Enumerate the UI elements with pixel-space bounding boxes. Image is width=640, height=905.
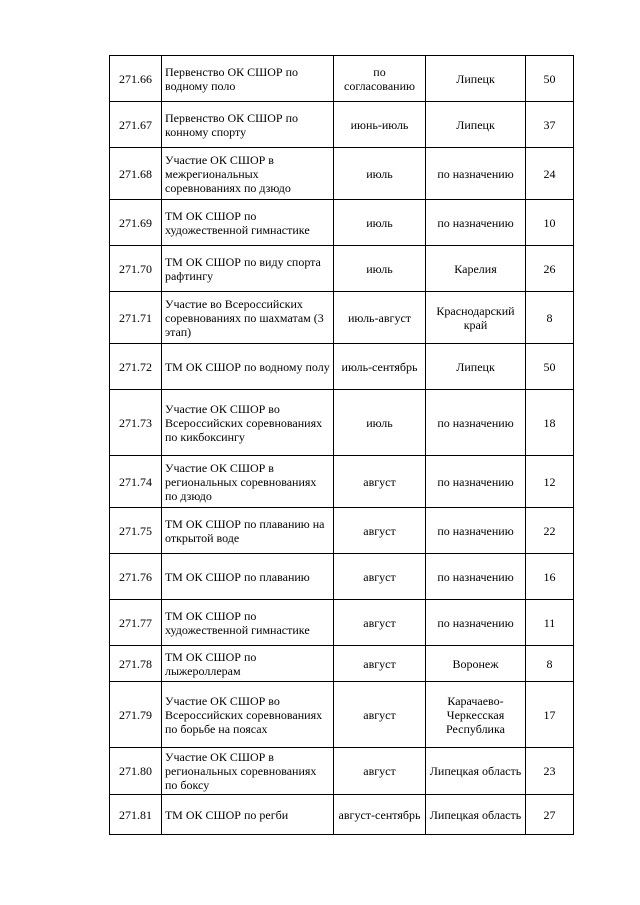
table-row xyxy=(110,600,574,646)
event-date: июль-август xyxy=(334,292,426,344)
event-date: август xyxy=(334,456,426,508)
participant-count: 10 xyxy=(526,200,574,246)
event-name: Участие ОК СШОР в региональных соревнованиях по дзюдо xyxy=(162,456,334,508)
table-row xyxy=(110,246,574,292)
event-place: Карачаево-Черкесская Республика xyxy=(426,682,526,748)
participant-count: 12 xyxy=(526,456,574,508)
event-date: август xyxy=(334,508,426,554)
event-name: ТМ ОК СШОР по регби xyxy=(162,795,334,835)
event-place: Карелия xyxy=(426,246,526,292)
events-table xyxy=(109,55,574,835)
table-row xyxy=(110,344,574,390)
participant-count: 22 xyxy=(526,508,574,554)
event-date: по согласованию xyxy=(334,56,426,102)
participant-count: 18 xyxy=(526,390,574,456)
event-number: 271.78 xyxy=(110,646,162,682)
event-place: Липецк xyxy=(426,102,526,148)
event-number: 271.77 xyxy=(110,600,162,646)
event-name: Участие ОК СШОР в региональных соревнованиях по боксу xyxy=(162,748,334,795)
event-number: 271.74 xyxy=(110,456,162,508)
event-place: по назначению xyxy=(426,390,526,456)
event-date: июль xyxy=(334,246,426,292)
event-place: по назначению xyxy=(426,508,526,554)
event-name: ТМ ОК СШОР по художественной гимнастике xyxy=(162,200,334,246)
event-name: Участие ОК СШОР в межрегиональных соревнованиях по дзюдо xyxy=(162,148,334,200)
event-number: 271.70 xyxy=(110,246,162,292)
event-number: 271.66 xyxy=(110,56,162,102)
participant-count: 37 xyxy=(526,102,574,148)
event-name: ТМ ОК СШОР по художественной гимнастике xyxy=(162,600,334,646)
event-number: 271.73 xyxy=(110,390,162,456)
event-place: Липецк xyxy=(426,56,526,102)
event-name: ТМ ОК СШОР по плаванию xyxy=(162,554,334,600)
table-row xyxy=(110,292,574,344)
participant-count: 26 xyxy=(526,246,574,292)
event-place: по назначению xyxy=(426,554,526,600)
table-row xyxy=(110,646,574,682)
event-name: Участие во Всероссийских соревнованиях по шахматам (3 этап) xyxy=(162,292,334,344)
table-row xyxy=(110,456,574,508)
event-name: ТМ ОК СШОР по лыжероллерам xyxy=(162,646,334,682)
participant-count: 50 xyxy=(526,344,574,390)
event-number: 271.76 xyxy=(110,554,162,600)
event-date: август xyxy=(334,600,426,646)
table-row xyxy=(110,682,574,748)
event-number: 271.80 xyxy=(110,748,162,795)
event-name: ТМ ОК СШОР по водному полу xyxy=(162,344,334,390)
participant-count: 16 xyxy=(526,554,574,600)
event-number: 271.68 xyxy=(110,148,162,200)
event-place: по назначению xyxy=(426,456,526,508)
event-name: Первенство ОК СШОР по конному спорту xyxy=(162,102,334,148)
event-date: июль xyxy=(334,148,426,200)
table-row xyxy=(110,390,574,456)
event-number: 271.72 xyxy=(110,344,162,390)
event-number: 271.67 xyxy=(110,102,162,148)
event-place: по назначению xyxy=(426,148,526,200)
event-number: 271.71 xyxy=(110,292,162,344)
table-row xyxy=(110,148,574,200)
event-name: Первенство ОК СШОР по водному поло xyxy=(162,56,334,102)
event-number: 271.79 xyxy=(110,682,162,748)
event-name: ТМ ОК СШОР по плаванию на открытой воде xyxy=(162,508,334,554)
event-place: Липецкая область xyxy=(426,748,526,795)
table-row xyxy=(110,200,574,246)
event-date: июль xyxy=(334,200,426,246)
event-place: Липецк xyxy=(426,344,526,390)
event-place: по назначению xyxy=(426,200,526,246)
table-row xyxy=(110,102,574,148)
event-date: август xyxy=(334,554,426,600)
event-date: июль-сентябрь xyxy=(334,344,426,390)
table-row xyxy=(110,508,574,554)
participant-count: 17 xyxy=(526,682,574,748)
event-number: 271.69 xyxy=(110,200,162,246)
table-row xyxy=(110,748,574,795)
event-date: август-сентябрь xyxy=(334,795,426,835)
event-place: Краснодарский край xyxy=(426,292,526,344)
participant-count: 8 xyxy=(526,646,574,682)
event-date: август xyxy=(334,646,426,682)
event-name: ТМ ОК СШОР по виду спорта рафтингу xyxy=(162,246,334,292)
event-date: июнь-июль xyxy=(334,102,426,148)
event-date: июль xyxy=(334,390,426,456)
event-place: по назначению xyxy=(426,600,526,646)
event-place: Воронеж xyxy=(426,646,526,682)
table-row xyxy=(110,795,574,835)
events-table-body xyxy=(110,56,574,835)
participant-count: 24 xyxy=(526,148,574,200)
table-row xyxy=(110,56,574,102)
event-number: 271.81 xyxy=(110,795,162,835)
event-date: август xyxy=(334,682,426,748)
participant-count: 50 xyxy=(526,56,574,102)
participant-count: 27 xyxy=(526,795,574,835)
participant-count: 8 xyxy=(526,292,574,344)
participant-count: 23 xyxy=(526,748,574,795)
event-number: 271.75 xyxy=(110,508,162,554)
event-date: август xyxy=(334,748,426,795)
participant-count: 11 xyxy=(526,600,574,646)
event-name: Участие ОК СШОР во Всероссийских соревнованиях по кикбоксингу xyxy=(162,390,334,456)
event-name: Участие ОК СШОР во Всероссийских соревнованиях по борьбе на поясах xyxy=(162,682,334,748)
event-place: Липецкая область xyxy=(426,795,526,835)
table-row xyxy=(110,554,574,600)
